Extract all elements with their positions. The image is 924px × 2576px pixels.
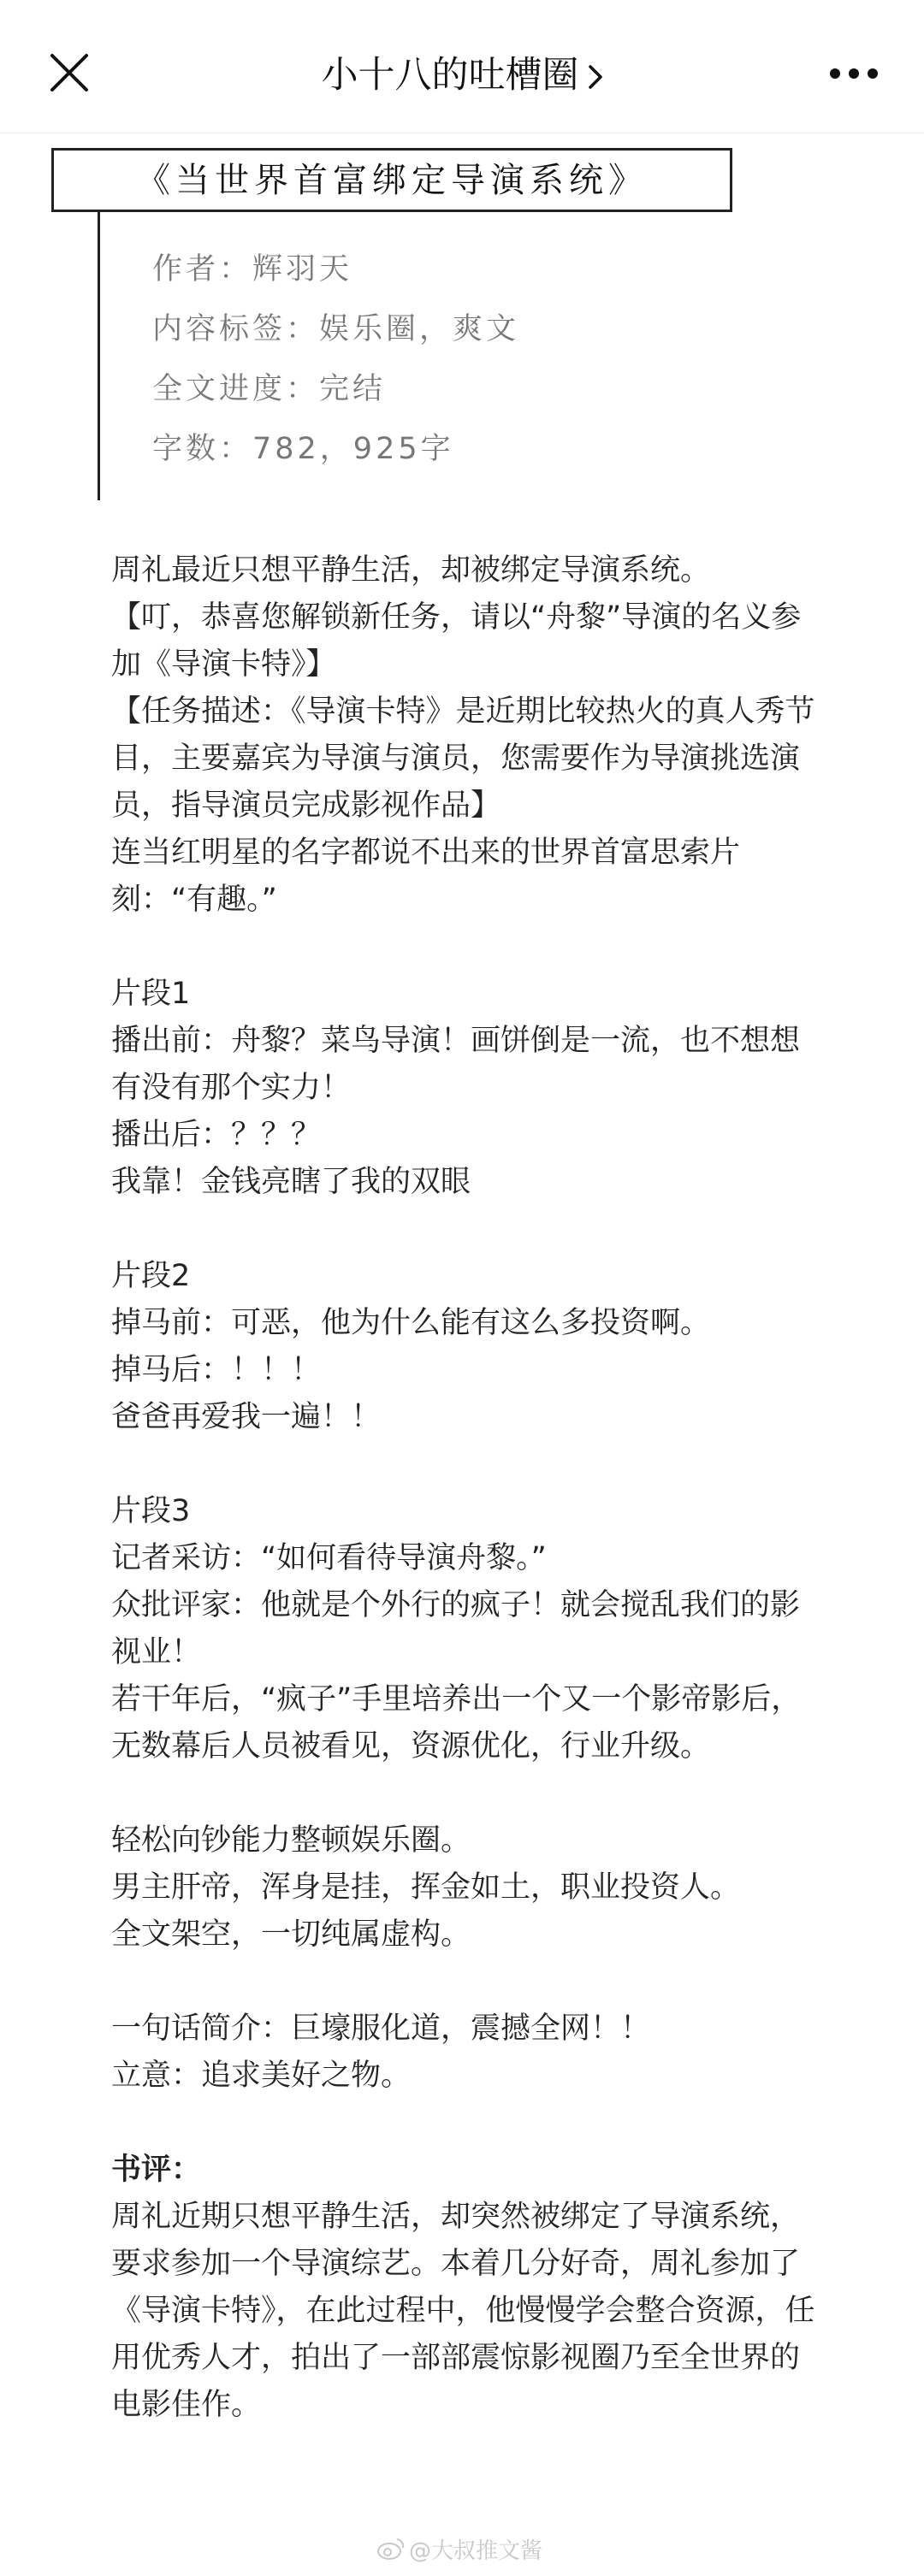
segment-heading: 片段3: [111, 1494, 191, 1528]
article-body: [111, 547, 821, 2429]
intro-paragraph: 【任务描述：《导演卡特》是近期比较热火的真人秀节目，主要嘉宾为导演与演员，您需要作为导演挑选演员，指导演员完成影视作品】: [111, 694, 815, 823]
summary-line: 轻松向钞能力整顿娱乐圈。: [111, 1823, 471, 1858]
summary-line: 男主肝帝，浑身是挂，挥金如土，职业投资人。: [111, 1870, 741, 1905]
summary-line: 全文架空，一切纯属虚构。: [111, 1917, 471, 1952]
intro-paragraph: 周礼最近只想平静生活，却被绑定导演系统。: [111, 553, 711, 588]
nav-title-text: 小十八的吐槽圈: [321, 54, 579, 97]
segment-line: 播出前：舟黎？菜鸟导演！画饼倒是一流，也不想想有没有那个实力！: [111, 1024, 801, 1105]
book-meta: [152, 239, 519, 479]
watermark: [376, 2533, 542, 2567]
book-title: 《当世界首富绑定导演系统》: [136, 161, 648, 200]
segment-line: 若干年后，“疯子”手里培养出一个又一个影帝影后，无数幕后人员被看见，资源优化，行业升级。: [111, 1682, 802, 1764]
intro-paragraph: 连当红明星的名字都说不出来的世界首富思索片刻：“有趣。”: [111, 836, 741, 917]
weibo-icon: [376, 2537, 406, 2567]
book-title-box: [51, 148, 732, 212]
theme-line: 立意：追求美好之物。: [111, 2059, 412, 2093]
more-horizontal-icon[interactable]: [828, 65, 880, 82]
watermark-text: @大叔推文酱: [409, 2538, 543, 2564]
segment-line: 记者采访：“如何看待导演舟黎。”: [111, 1541, 547, 1575]
segment-line: 掉马前：可恶，他为什么能有这么多投资啊。: [111, 1306, 711, 1340]
segment-line: 爸爸再爱我一遍！！: [111, 1400, 382, 1434]
meta-vertical-rule: [98, 210, 100, 500]
review-text: 周礼近期只想平静生活，却突然被绑定了导演系统，要求参加一个导演综艺。本着几分好奇，周礼参加了《导演卡特》，在此过程中，他慢慢学会整合资源，任用优秀人才，拍出了一部部震惊影视圈乃至全世界的电影佳作。: [111, 2200, 815, 2422]
title-box-bottom-border: [51, 210, 732, 212]
nav-title-button[interactable]: [0, 50, 924, 103]
meta-author: 作者：辉羽天: [152, 252, 353, 287]
meta-tags: 内容标签：娱乐圈，爽文: [152, 312, 520, 346]
segment-heading: 片段1: [111, 977, 191, 1011]
meta-progress: 全文进度：完结: [152, 372, 387, 406]
meta-word-count: 字数：782，925字: [152, 432, 454, 466]
segment-line: 我靠！金钱亮瞎了我的双眼: [111, 1165, 471, 1199]
chevron-right-icon: [588, 52, 603, 103]
review-heading: 书评：: [111, 2153, 202, 2187]
intro-paragraph: 【叮，恭喜您解锁新任务，请以“舟黎”导演的名义参加《导演卡特》】: [111, 600, 802, 682]
one-line-intro: 一句话简介：巨壕服化道，震撼全网！！: [111, 2012, 651, 2046]
segment-line: 掉马后：！！！: [111, 1353, 322, 1387]
segment-line: 众批评家：他就是个外行的疯子！就会搅乱我们的影视业！: [111, 1588, 801, 1669]
segment-heading: 片段2: [111, 1259, 191, 1293]
top-nav-bar: [0, 0, 924, 133]
segment-line: 播出后：？？？: [111, 1118, 322, 1152]
